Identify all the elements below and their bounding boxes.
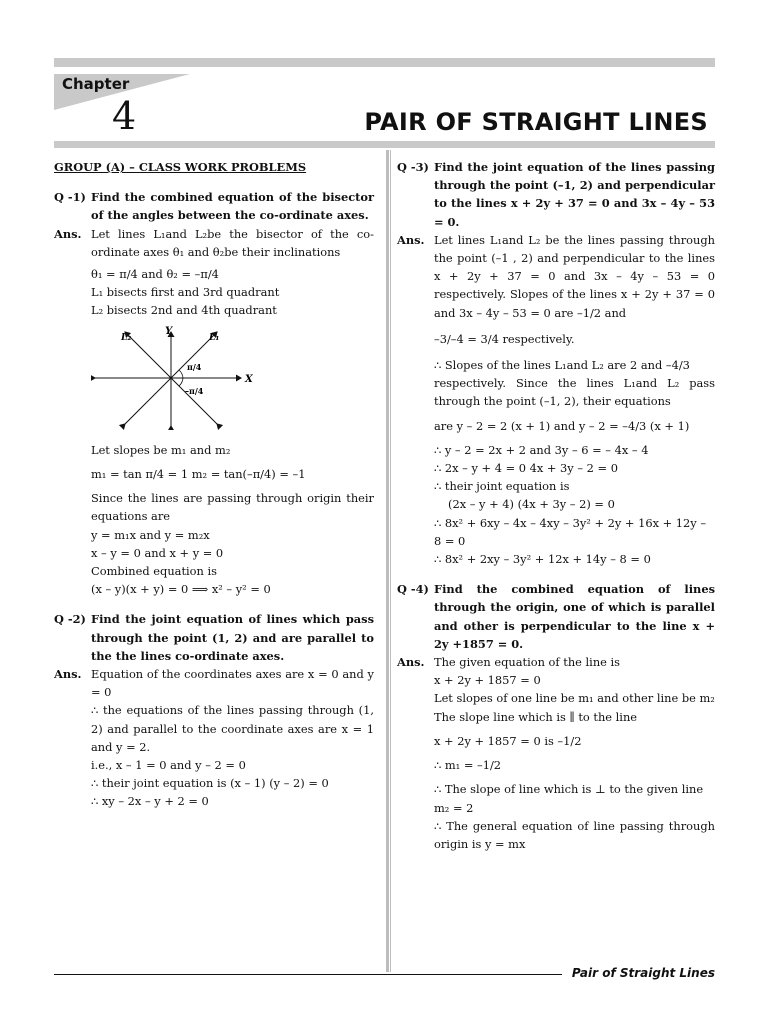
answer-line: ∴ their joint equation is <box>434 479 570 494</box>
answer-line: ∴ xy – 2x – y + 2 = 0 <box>91 794 209 809</box>
answer-2 <box>54 665 374 701</box>
question-number: Q -1) <box>54 190 86 205</box>
question-text: Find the combined equation of lines through the origin, one of which is parallel and other is perpendicular to the line x + 2y +1857 = 0. <box>434 582 715 651</box>
answer-label: Ans. <box>54 226 82 241</box>
fig-angle-lower: –π/4 <box>185 385 204 396</box>
l1-bisect-line: L₁ bisects first and 3rd quadrant <box>91 285 280 300</box>
answer-line: ∴ The slope of line which is ⊥ to the given line m₂ = 2 <box>434 782 704 815</box>
answer-1 <box>54 225 374 261</box>
l2-bisect-line: L₂ bisects 2nd and 4th quadrant <box>91 303 277 318</box>
fig-y-label: Y <box>165 325 173 337</box>
answer-line: ∴ the equations of the lines passing through (1, 2) and parallel to the coordinate axes are x = 1 and y = 2. <box>91 703 374 754</box>
angle-arc-upper <box>179 370 183 378</box>
answer-line: x + 2y + 1857 = 0 is –1/2 <box>434 733 582 748</box>
fig-l2-label: L₂ <box>121 332 132 343</box>
fig-angle-upper: π/4 <box>187 361 202 372</box>
answer-line: ∴ their joint equation is (x – 1) (y – 2) = 0 <box>91 776 329 791</box>
answer-line: ∴ 2x – y + 4 = 0 4x + 3y – 2 = 0 <box>434 461 618 476</box>
answer-line: (2x – y + 4) (4x + 3y – 2) = 0 <box>448 497 615 512</box>
header-top-bar <box>54 58 715 67</box>
question-1 <box>54 188 374 224</box>
question-2 <box>54 610 374 665</box>
answer-3 <box>397 231 715 322</box>
fig-l1-label: L₁ <box>209 332 220 343</box>
answer-line: ∴ The general equation of line passing through origin is y = mx <box>434 818 715 851</box>
answer-line: x + 2y + 1857 = 0 <box>434 673 541 688</box>
since-line: Since the lines are passing through origin their equations are <box>91 491 374 524</box>
answer-4 <box>397 653 715 671</box>
axes-diagram <box>91 326 261 430</box>
question-number: Q -3) <box>397 160 429 174</box>
answer-line: –3/–4 = 3/4 respectively. <box>434 331 575 346</box>
equations-line-2: x – y = 0 and x + y = 0 <box>91 545 224 560</box>
chapter-label: Chapter <box>62 75 130 93</box>
axes-bisector-figure <box>91 326 374 435</box>
question-4 <box>397 580 715 653</box>
answer-line: respectively. Since the lines L₁and L₂ pass through the point (–1, 2), their equations <box>434 376 715 409</box>
answer-line: are y – 2 = 2 (x + 1) and y – 2 = –4/3 (x + 1) <box>434 418 690 433</box>
fig-x-label: X <box>245 373 253 385</box>
column-divider-inner <box>390 150 391 972</box>
question-text: Find the combined equation of the bisector of the angles between the co-ordinate axes. <box>91 190 374 223</box>
question-3 <box>397 158 715 231</box>
question-number: Q -2) <box>54 612 86 627</box>
angle-arc-lower <box>179 378 183 386</box>
answer-label: Ans. <box>54 667 82 682</box>
header-rule <box>54 141 715 148</box>
question-number: Q -4) <box>397 582 429 597</box>
column-divider <box>386 150 389 972</box>
answer-line: ∴ 8x² + 2xy – 3y² + 12x + 14y – 8 = 0 <box>434 552 651 567</box>
answer-line: ∴ Slopes of the lines L₁and L₂ are 2 and –4/3 <box>434 358 690 373</box>
footer-rule <box>54 974 562 975</box>
answer-text: Let lines L₁and L₂be the bisector of the co-ordinate axes θ₁ and θ₂be their inclinations <box>91 226 374 259</box>
answer-text: Let lines L₁and L₂ be the lines passing through the point (–1 , 2) and perpendicular to the lines x + 2y + 37 = 0 and 3x – 4y – 53 = 0 respectively. Slopes of the lines x + 2y + 37 = 0 and 3x – 4y – 53 = 0 are –1/2 and <box>434 232 715 320</box>
combined-equation: (x – y)(x + y) = 0 ⟹ x² – y² = 0 <box>91 582 271 597</box>
answer-text: Equation of the coordinates axes are x = 0 and y = 0 <box>91 667 374 700</box>
answer-text: The given equation of the line is <box>434 655 620 670</box>
answer-label: Ans. <box>397 232 425 247</box>
answer-line: ∴ y – 2 = 2x + 2 and 3y – 6 = – 4x – 4 <box>434 442 649 457</box>
answer-line: ∴ 8x² + 6xy – 4x – 4xy – 3y² + 2y + 16x + 12y – 8 = 0 <box>434 515 707 548</box>
group-title: GROUP (A) – CLASS WORK PROBLEMS <box>54 160 307 174</box>
question-text: Find the joint equation of lines which pass through the point (1, 2) and are parallel to the the lines co-ordinate axes. <box>91 612 374 663</box>
m-values-line: m₁ = tan π/4 = 1 m₂ = tan(–π/4) = –1 <box>91 467 306 482</box>
answer-line: i.e., x – 1 = 0 and y – 2 = 0 <box>91 758 246 773</box>
combined-label: Combined equation is <box>91 564 217 579</box>
left-column <box>54 158 374 811</box>
answer-line: Let slopes of one line be m₁ and other line be m₂ <box>434 691 715 706</box>
question-text: Find the joint equation of the lines passing through the point (–1, 2) and perpendicular to the lines x + 2y + 37 = 0 and 3x – 4y – 53 = 0. <box>434 160 715 229</box>
answer-line: ∴ m₁ = –1/2 <box>434 758 502 773</box>
answer-line: The slope line which is ∥ to the line <box>434 709 638 724</box>
theta-values: θ₁ = π/4 and θ₂ = –π/4 <box>91 267 219 282</box>
page-title: PAIR OF STRAIGHT LINES <box>364 108 708 136</box>
equations-line-1: y = m₁x and y = m₂x <box>91 527 210 542</box>
answer-label: Ans. <box>397 655 425 670</box>
right-column <box>397 158 715 853</box>
slopes-line: Let slopes be m₁ and m₂ <box>91 442 231 457</box>
footer-title: Pair of Straight Lines <box>571 966 715 980</box>
chapter-number: 4 <box>112 94 137 138</box>
